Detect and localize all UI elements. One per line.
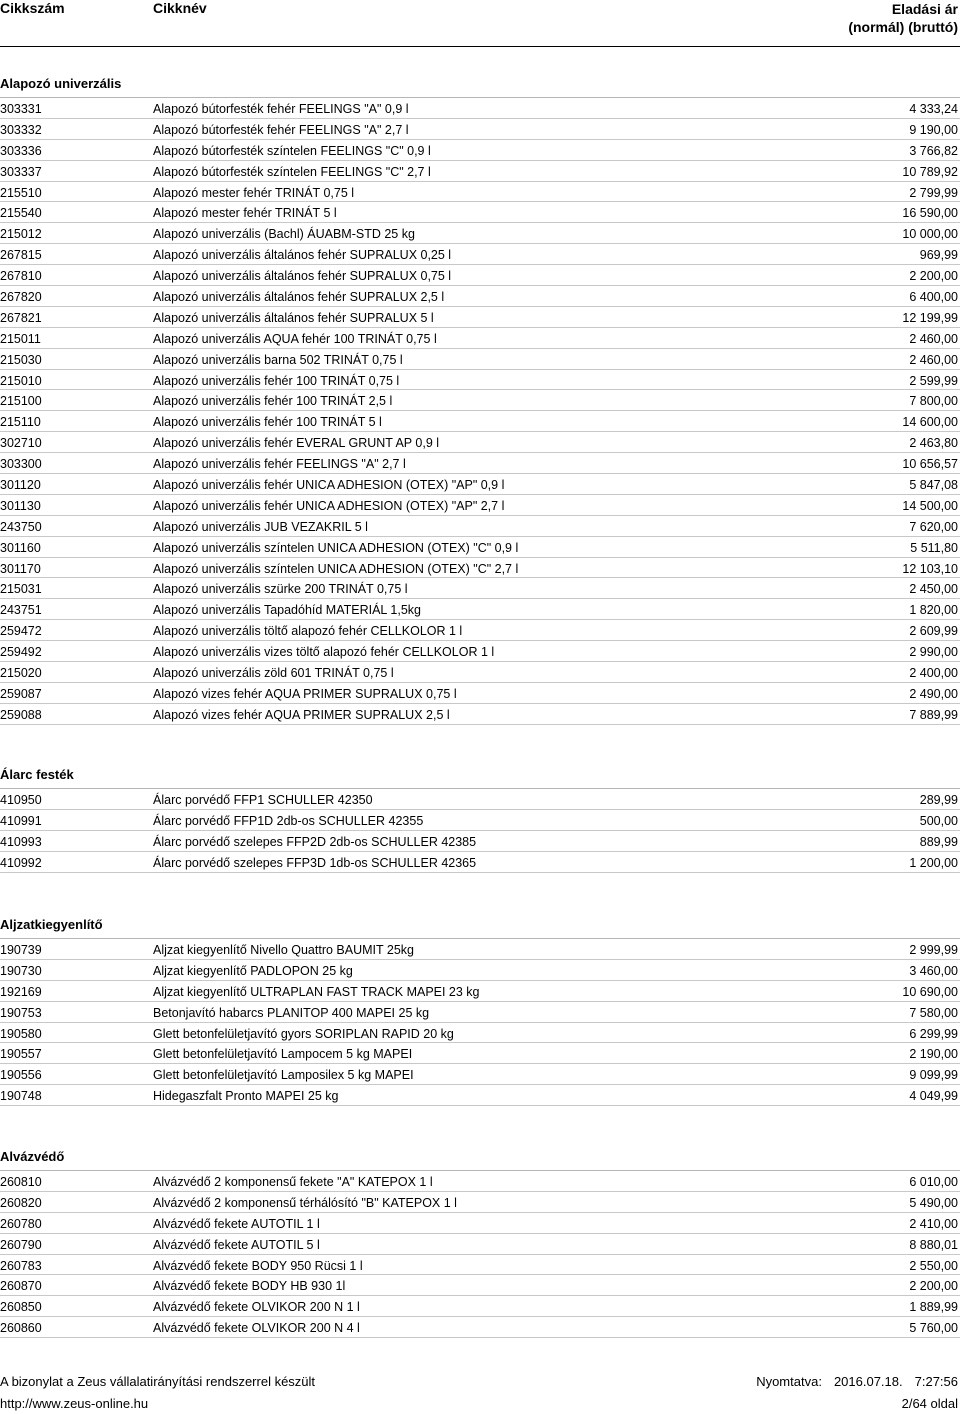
item-code: 259087 [0,686,42,701]
item-code: 190580 [0,1026,42,1041]
table-row [0,1002,960,1023]
item-name: Alapozó bútorfesték fehér FEELINGS "A" 2,7 l [153,122,409,137]
item-price: 8 880,01 [909,1237,958,1252]
item-code: 260790 [0,1237,42,1252]
item-price: 2 609,99 [909,624,958,639]
table-row [0,1023,960,1044]
item-code: 260870 [0,1279,42,1294]
item-price: 9 190,00 [909,122,958,137]
item-code: 243750 [0,519,42,534]
table-row [0,328,960,349]
item-price: 7 580,00 [909,1005,958,1020]
item-name: Betonjavító habarcs PLANITOP 400 MAPEI 25 kg [153,1005,430,1020]
item-code: 260850 [0,1300,42,1315]
item-name: Alapozó vizes fehér AQUA PRIMER SUPRALUX 0,75 l [153,686,457,701]
table-row [0,981,960,1002]
item-price: 14 600,00 [902,415,958,430]
item-price: 969,99 [919,248,958,263]
table-row [0,182,960,203]
item-price: 14 500,00 [902,498,958,513]
item-name: Alapozó univerzális AQUA fehér 100 TRINÁT 0,75 l [153,331,437,346]
item-code: 267820 [0,290,42,305]
item-price: 2 190,00 [909,1047,958,1062]
item-name: Álarc porvédő szelepes FFP2D 2db-os SCHULLER 42385 [153,834,477,849]
item-name: Alvázvédő fekete OLVIKOR 200 N 4 l [153,1321,360,1336]
item-name: Alvázvédő 2 komponensű fekete "A" KATEPOX 1 l [153,1175,433,1189]
table-row [0,1192,960,1213]
item-name: Alapozó univerzális általános fehér SUPRALUX 0,25 l [153,248,452,263]
item-price: 12 103,10 [902,561,958,576]
item-code: 410993 [0,834,42,849]
item-name: Alapozó univerzális fehér UNICA ADHESION (OTEX) "AP" 0,9 l [153,478,505,493]
item-name: Aljzat kiegyenlítő PADLOPON 25 kg [153,963,353,978]
item-price: 1 889,99 [909,1300,958,1315]
item-price: 7 889,99 [909,707,958,722]
table-row [0,537,960,558]
item-name: Alapozó univerzális fehér FEELINGS "A" 2,7 l [153,457,406,472]
table-row [0,704,960,725]
column-header-price [848,0,958,36]
item-code: 410992 [0,855,42,870]
item-code: 215012 [0,227,42,242]
footer-note: A bizonylat a Zeus vállalatirányítási rendszerrel készült [0,1374,316,1389]
item-price: 5 511,80 [910,540,958,555]
item-price: 2 460,00 [909,352,958,367]
item-name: Álarc porvédő szelepes FFP3D 1db-os SCHULLER 42365 [153,855,477,870]
table-row [0,939,960,960]
item-price: 6 010,00 [909,1175,958,1189]
table-row [0,474,960,495]
table-row [0,789,960,810]
item-price: 7 800,00 [909,394,958,409]
item-code: 301120 [0,478,41,493]
item-name: Alapozó univerzális barna 502 TRINÁT 0,75 l [153,352,403,367]
item-name: Alapozó univerzális töltő alapozó fehér CELLKOLOR 1 l [153,624,463,639]
footer-page-number: 2/64 oldal [901,1396,958,1411]
table-row [0,432,960,453]
item-name: Alapozó univerzális fehér 100 TRINÁT 5 l [153,415,382,430]
item-code: 215031 [0,582,42,597]
item-code: 260860 [0,1321,42,1336]
item-price: 9 099,99 [909,1068,958,1083]
column-header-name: Cikknév [153,0,207,16]
item-price: 2 463,80 [909,436,958,451]
item-name: Alapozó univerzális (Bachl) ÁUABM-STD 25 kg [153,227,415,242]
item-name: Alapozó mester fehér TRINÁT 5 l [153,206,337,221]
item-code: 303336 [0,143,42,158]
table-row [0,641,960,662]
table-row [0,411,960,432]
section [0,915,960,1106]
item-code: 260820 [0,1195,42,1210]
item-code: 190730 [0,963,42,978]
table-row [0,558,960,579]
item-code: 215011 [0,331,41,346]
section-title: Aljzatkiegyenlítő [0,917,103,932]
section-title: Alapozó univerzális [0,76,122,91]
item-price: 7 620,00 [909,519,958,534]
item-name: Álarc porvédő FFP1D 2db-os SCHULLER 42355 [153,813,424,828]
item-code: 301170 [0,561,41,576]
item-price: 2 200,00 [909,1279,958,1294]
item-price: 2 410,00 [909,1216,958,1231]
item-code: 303337 [0,164,42,179]
item-name: Alvázvédő fekete BODY HB 930 1l [153,1279,346,1294]
item-price: 10 789,92 [902,164,958,179]
table-row [0,1043,960,1064]
item-name: Hidegaszfalt Pronto MAPEI 25 kg [153,1089,339,1104]
footer-printed-time: 7:27:56 [914,1374,958,1389]
item-price: 16 590,00 [902,206,958,221]
item-price: 12 199,99 [902,310,958,325]
item-name: Alapozó univerzális fehér UNICA ADHESION (OTEX) "AP" 2,7 l [153,498,505,513]
item-price: 2 490,00 [909,686,958,701]
item-code: 215010 [0,373,42,388]
section [0,765,960,873]
item-name: Alapozó bútorfesték színtelen FEELINGS "C" 0,9 l [153,143,431,158]
table-row [0,390,960,411]
item-price: 4 049,99 [909,1089,958,1104]
item-code: 267810 [0,269,42,284]
item-code: 410991 [0,813,42,828]
item-code: 259088 [0,707,42,722]
item-name: Alapozó univerzális fehér 100 TRINÁT 0,75 l [153,373,400,388]
table-row [0,662,960,683]
section-title: Álarc festék [0,767,74,782]
item-code: 303331 [0,102,42,116]
item-name: Alapozó bútorfesték fehér FEELINGS "A" 0,9 l [153,102,409,116]
table-row [0,244,960,265]
item-code: 260780 [0,1216,42,1231]
footer-printed-date: 2016.07.18. [833,1374,903,1389]
table-row [0,578,960,599]
table-row [0,370,960,391]
section-title: Alvázvédő [0,1149,65,1164]
item-name: Alapozó univerzális zöld 601 TRINÁT 0,75 l [153,666,394,681]
column-header-price-line1: Eladási ár [891,1,958,17]
item-name: Alvázvédő fekete AUTOTIL 1 l [153,1216,320,1231]
item-price: 2 400,00 [909,666,958,681]
item-code: 303300 [0,457,42,472]
table-row [0,161,960,182]
table-row [0,1085,960,1106]
table-row [0,349,960,370]
item-code: 215110 [0,415,41,430]
item-price: 2 990,00 [909,645,958,660]
item-name: Alapozó univerzális általános fehér SUPRALUX 5 l [153,310,434,325]
item-code: 260783 [0,1258,42,1273]
item-name: Alvázvédő fekete AUTOTIL 5 l [153,1237,320,1252]
item-price: 500,00 [919,813,958,828]
table-row [0,516,960,537]
item-name: Alapozó univerzális JUB VEZAKRIL 5 l [153,519,368,534]
item-name: Alapozó univerzális szürke 200 TRINÁT 0,75 l [153,582,408,597]
table-row [0,810,960,831]
table-row [0,495,960,516]
item-code: 190556 [0,1068,42,1083]
table-row [0,453,960,474]
table-row [0,620,960,641]
table-row [0,599,960,620]
item-price: 3 766,82 [909,143,958,158]
item-name: Alvázvédő fekete OLVIKOR 200 N 1 l [153,1300,360,1315]
item-price: 2 450,00 [909,582,958,597]
item-name: Alvázvédő fekete BODY 950 Rücsi 1 l [153,1258,363,1273]
item-name: Alapozó univerzális színtelen UNICA ADHESION (OTEX) "C" 2,7 l [153,561,519,576]
item-price: 3 460,00 [909,963,958,978]
item-name: Alapozó univerzális fehér EVERAL GRUNT AP 0,9 l [153,436,440,451]
section [0,74,960,725]
table-row [0,265,960,286]
item-price: 4 333,24 [909,102,958,116]
item-name: Alapozó univerzális általános fehér SUPRALUX 0,75 l [153,269,452,284]
item-code: 267821 [0,310,42,325]
item-price: 1 200,00 [909,855,958,870]
item-price: 2 550,00 [909,1258,958,1273]
item-name: Alapozó univerzális vizes töltő alapozó fehér CELLKOLOR 1 l [153,645,495,660]
footer-printed [756,1374,958,1389]
item-price: 889,99 [919,834,958,849]
item-code: 267815 [0,248,42,263]
table-row [0,202,960,223]
item-code: 190557 [0,1047,42,1062]
item-name: Alapozó univerzális általános fehér SUPRALUX 2,5 l [153,290,445,305]
item-name: Álarc porvédő FFP1 SCHULLER 42350 [153,793,373,807]
table-row [0,960,960,981]
item-name: Alvázvédő 2 komponensű térhálósító "B" KATEPOX 1 l [153,1195,457,1210]
item-code: 302710 [0,436,42,451]
item-price: 2 799,99 [909,185,958,200]
item-name: Alapozó mester fehér TRINÁT 0,75 l [153,185,355,200]
item-price: 10 690,00 [902,984,958,999]
column-header-code: Cikkszám [0,0,65,16]
item-name: Glett betonfelületjavító gyors SORIPLAN RAPID 20 kg [153,1026,454,1041]
footer-url[interactable]: http://www.zeus-online.hu [0,1396,149,1411]
item-name: Alapozó bútorfesték színtelen FEELINGS "C" 2,7 l [153,164,431,179]
table-row [0,223,960,244]
table-row [0,1317,960,1338]
table-header [0,0,960,47]
table-row [0,1255,960,1276]
item-name: Glett betonfelületjavító Lamposilex 5 kg MAPEI [153,1068,414,1083]
table-row [0,1213,960,1234]
item-code: 303332 [0,122,42,137]
item-name: Alapozó univerzális színtelen UNICA ADHESION (OTEX) "C" 0,9 l [153,540,519,555]
item-code: 190739 [0,943,42,957]
item-name: Aljzat kiegyenlítő Nivello Quattro BAUMIT 25kg [153,943,414,957]
item-name: Glett betonfelületjavító Lampocem 5 kg MAPEI [153,1047,413,1062]
item-name: Aljzat kiegyenlítő ULTRAPLAN FAST TRACK MAPEI 23 kg [153,984,480,999]
item-code: 215540 [0,206,42,221]
item-price: 5 490,00 [909,1195,958,1210]
item-price: 6 400,00 [909,290,958,305]
item-price: 2 999,99 [909,943,958,957]
item-code: 301130 [0,498,41,513]
column-header-price-line2: (normál) (bruttó) [848,19,958,35]
item-code: 301160 [0,540,41,555]
item-code: 215020 [0,666,42,681]
item-code: 243751 [0,603,42,618]
item-code: 259492 [0,645,42,660]
table-row [0,98,960,119]
table-row [0,1234,960,1255]
item-price: 10 000,00 [902,227,958,242]
table-row [0,1064,960,1085]
table-row [0,286,960,307]
item-code: 192169 [0,984,42,999]
table-row [0,1296,960,1317]
item-code: 259472 [0,624,42,639]
item-price: 6 299,99 [909,1026,958,1041]
table-row [0,1275,960,1296]
item-price: 5 760,00 [909,1321,958,1336]
item-price: 289,99 [919,793,958,807]
item-price: 1 820,00 [909,603,958,618]
footer-printed-label: Nyomtatva: [756,1374,822,1389]
item-code: 190748 [0,1089,42,1104]
item-code: 410950 [0,793,42,807]
item-code: 215510 [0,185,42,200]
item-code: 215030 [0,352,42,367]
table-row [0,307,960,328]
table-row [0,140,960,161]
item-price: 10 656,57 [902,457,958,472]
item-name: Alapozó vizes fehér AQUA PRIMER SUPRALUX 2,5 l [153,707,450,722]
item-price: 2 460,00 [909,331,958,346]
item-name: Alapozó univerzális fehér 100 TRINÁT 2,5 l [153,394,393,409]
table-row [0,852,960,873]
item-code: 190753 [0,1005,42,1020]
item-price: 2 599,99 [909,373,958,388]
section [0,1147,960,1338]
table-row [0,119,960,140]
table-row [0,831,960,852]
table-row [0,683,960,704]
item-price: 5 847,08 [909,478,958,493]
item-name: Alapozó univerzális Tapadóhíd MATERIÁL 1,5kg [153,603,421,618]
item-code: 260810 [0,1175,42,1189]
item-price: 2 200,00 [909,269,958,284]
item-code: 215100 [0,394,42,409]
table-row [0,1171,960,1192]
